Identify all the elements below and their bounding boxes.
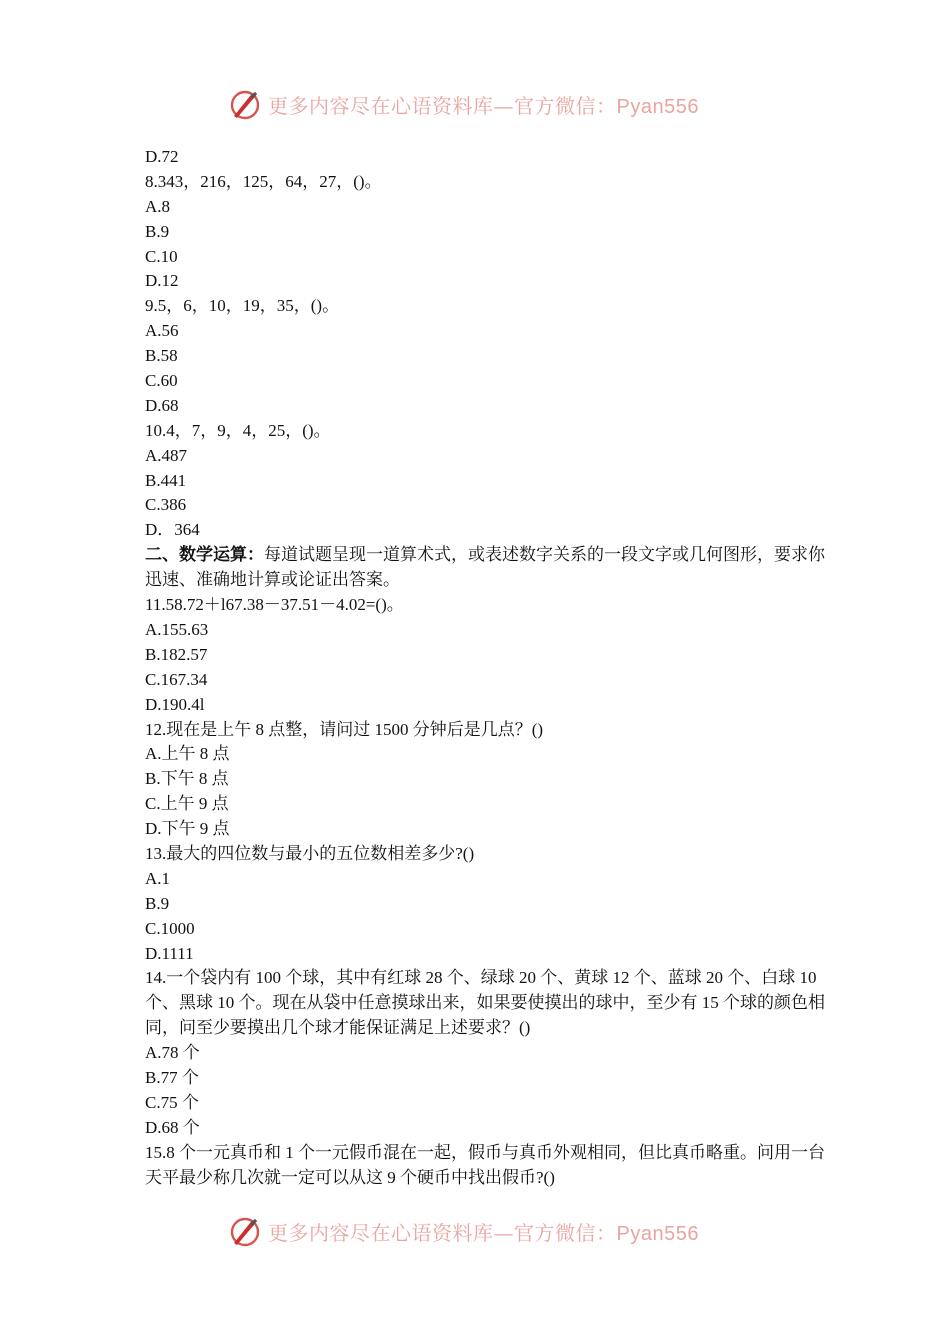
option-line: C.60 <box>145 371 178 391</box>
option-line: B.下午 8 点 <box>145 769 229 789</box>
option-line: B.182.57 <box>145 644 208 664</box>
banner-text: 更多内容尽在心语资料库—官方微信：Pyan556 <box>268 93 699 118</box>
option-line: A.上午 8 点 <box>145 744 230 764</box>
option-line: A.78 个 <box>145 1043 200 1063</box>
option-line: A.56 <box>145 321 179 341</box>
option-line: D.72 <box>145 147 179 166</box>
section-title: 二、数学运算： <box>145 545 264 565</box>
option-line: D．364 <box>145 520 200 540</box>
option-line: C.386 <box>145 495 187 515</box>
pen-logo-icon <box>228 86 264 122</box>
option-line: B.9 <box>145 221 170 241</box>
option-line: B.58 <box>145 346 178 366</box>
option-line: B.9 <box>145 893 170 913</box>
option-line: A.487 <box>145 445 188 465</box>
option-line: C.167.34 <box>145 669 208 689</box>
option-line: C.75 个 <box>145 1092 199 1112</box>
section-description: 每道试题呈现一道算术式，或表述数字关系的一段文字或几何图形，要求你迅速、准确地计算或论证出答案。 <box>145 545 825 590</box>
option-line: D.190.4l <box>145 694 205 714</box>
question-line: 10.4，7，9，4，25，()。 <box>145 420 331 440</box>
option-line: D.68 <box>145 395 179 415</box>
document-body <box>145 145 825 1191</box>
option-line: D.下午 9 点 <box>145 819 230 839</box>
pen-logo-icon <box>228 1213 264 1249</box>
option-line: D.68 个 <box>145 1117 200 1137</box>
option-line: B.77 个 <box>145 1068 199 1088</box>
question-14: 14.一个袋内有 100 个球，其中有红球 28 个、绿球 20 个、黄球 12 个、蓝球 20 个、白球 10 个、黑球 10 个。现在从袋中任意摸球出来，如果要使摸出的球中，至少有 15 个球的颜色相同，问至少要摸出几个球才能保证满足上述要求？() <box>145 968 825 1038</box>
option-line: D.12 <box>145 271 179 291</box>
question-15: 15.8 个一元真币和 1 个一元假币混在一起，假币与真币外观相同，但比真币略重。问用一台天平最少称几次就一定可以从这 9 个硬币中找出假币?() <box>145 1142 825 1187</box>
question-line: 8.343，216，125，64，27，()。 <box>145 171 382 191</box>
option-line: C.10 <box>145 246 178 266</box>
question-line: 12.现在是上午 8 点整，请问过 1500 分钟后是几点？() <box>145 719 544 739</box>
question-line: 11.58.72＋l67.38－37.51－4.02=()。 <box>145 595 404 615</box>
option-line: C.1000 <box>145 918 195 938</box>
question-line: 13.最大的四位数与最小的五位数相差多少?() <box>145 843 475 863</box>
footer-banner <box>228 1211 748 1251</box>
section-heading-paragraph <box>145 543 825 593</box>
question-line: 9.5，6，10，19，35，()。 <box>145 296 340 316</box>
header-banner <box>228 84 748 124</box>
option-line: B.441 <box>145 470 187 490</box>
banner-text: 更多内容尽在心语资料库—官方微信：Pyan556 <box>268 1220 699 1245</box>
option-line: A.8 <box>145 196 171 216</box>
option-line: A.155.63 <box>145 619 209 639</box>
option-line: C.上午 9 点 <box>145 794 229 814</box>
option-line: A.1 <box>145 868 171 888</box>
option-line: D.1111 <box>145 943 194 963</box>
